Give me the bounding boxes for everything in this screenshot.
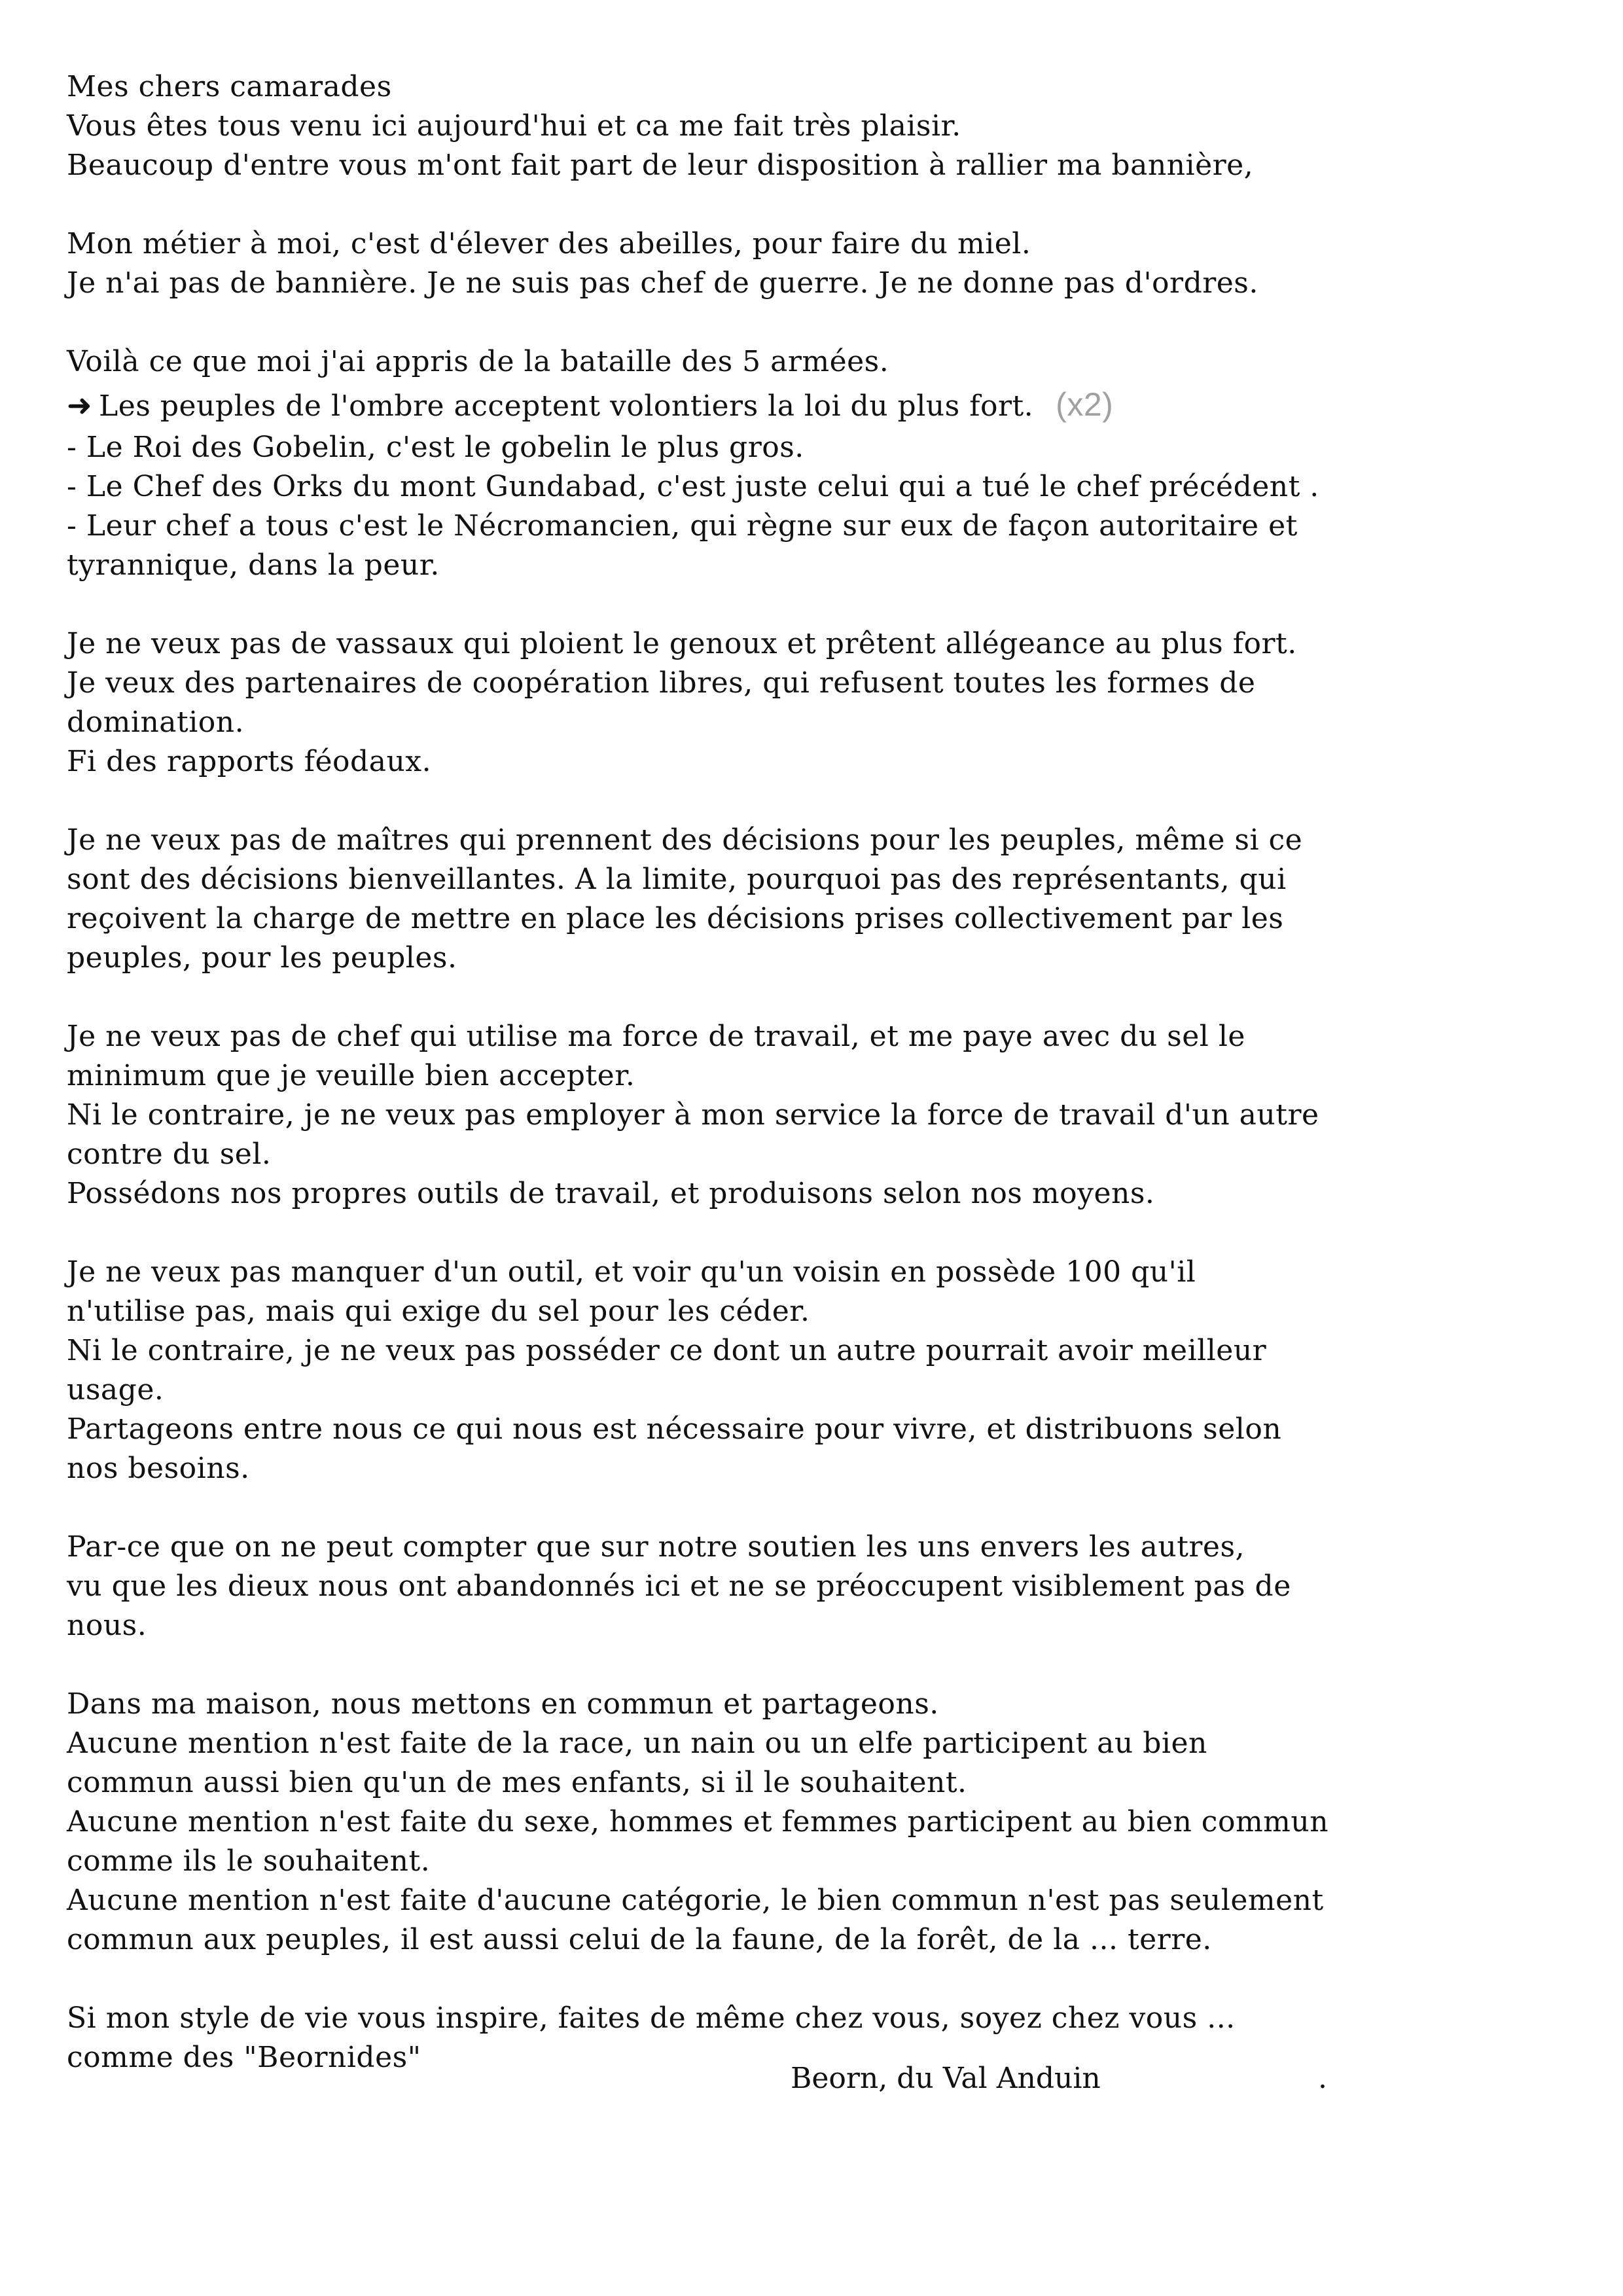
list-item: - Le Roi des Gobelin, c'est le gobelin le plus gros. [67, 431, 804, 464]
paragraph-line: commun aux peuples, il est aussi celui de la faune, de la forêt, de la ... terre. [67, 1923, 1212, 1956]
paragraph-line: sont des décisions bienveillantes. A la limite, pourquoi pas des représentants, qui [67, 863, 1287, 896]
arrow-line-text: Les peuples de l'ombre acceptent volontiers la loi du plus fort. [99, 389, 1034, 423]
paragraph-line: commun aussi bien qu'un de mes enfants, si il le souhaitent. [67, 1766, 967, 1799]
paragraph-line: Je ne veux pas manquer d'un outil, et voir qu'un voisin en possède 100 qu'il [67, 1255, 1196, 1289]
signature-dot: . [1318, 2062, 1327, 2095]
list-item: - Le Chef des Orks du mont Gundabad, c'est juste celui qui a tué le chef précédent . [67, 470, 1319, 503]
paragraph-gap [67, 1213, 1376, 1253]
list-item: - Leur chef a tous c'est le Nécromancien, qui règne sur eux de façon autoritaire et [67, 509, 1298, 543]
repeat-note: (x2) [1056, 386, 1114, 423]
paragraph-gap [67, 781, 1376, 821]
paragraph-line: peuples, pour les peuples. [67, 941, 457, 975]
paragraph-line: Je ne veux pas de chef qui utilise ma force de travail, et me paye avec du sel le [67, 1020, 1245, 1053]
paragraph-line: vu que les dieux nous ont abandonnés ici et ne se préoccupent visiblement pas de [67, 1570, 1291, 1603]
paragraph-line: Ni le contraire, je ne veux pas posséder ce dont un autre pourrait avoir meilleur [67, 1334, 1267, 1367]
paragraph-line: Fi des rapports féodaux. [67, 745, 432, 778]
paragraph-gap [67, 1645, 1376, 1685]
paragraph-line: reçoivent la charge de mettre en place les décisions prises collectivement par les [67, 902, 1284, 935]
arrow-right-icon: ➜ [67, 387, 93, 423]
signature: Beorn, du Val Anduin [791, 2062, 1101, 2095]
paragraph-line: Beaucoup d'entre vous m'ont fait part de leur disposition à rallier ma bannière, [67, 149, 1254, 182]
arrow-line [67, 382, 1376, 428]
paragraph-gap [67, 185, 1376, 224]
paragraph-line: Dans ma maison, nous mettons en commun et partageons. [67, 1687, 939, 1721]
paragraph-line: Si mon style de vie vous inspire, faites de même chez vous, soyez chez vous ... [67, 2001, 1236, 2035]
paragraph-line: minimum que je veuille bien accepter. [67, 1059, 635, 1092]
paragraph-line: Par-ce que on ne peut compter que sur notre soutien les uns envers les autres, [67, 1530, 1245, 1564]
paragraph-gap [67, 585, 1376, 624]
greeting: Mes chers camarades [67, 70, 392, 103]
paragraph-line: Possédons nos propres outils de travail, et produisons selon nos moyens. [67, 1177, 1155, 1210]
paragraph-line: Voilà ce que moi j'ai appris de la bataille des 5 armées. [67, 345, 889, 378]
paragraph-gap [67, 303, 1376, 342]
paragraph-line: Vous êtes tous venu ici aujourd'hui et ca me fait très plaisir. [67, 109, 961, 143]
paragraph-gap [67, 1488, 1376, 1528]
paragraph-line: Ni le contraire, je ne veux pas employer à mon service la force de travail d'un autre [67, 1098, 1319, 1132]
paragraph-line: comme ils le souhaitent. [67, 1844, 431, 1878]
paragraph-line: nous. [67, 1609, 147, 1642]
paragraph-line: Mon métier à moi, c'est d'élever des abeilles, pour faire du miel. [67, 227, 1031, 260]
paragraph-line: usage. [67, 1373, 164, 1407]
letter-body [67, 67, 1376, 2077]
paragraph-line: Je veux des partenaires de coopération libres, qui refusent toutes les formes de [67, 666, 1256, 700]
paragraph-line: contre du sel. [67, 1138, 272, 1171]
paragraph-line: Je ne veux pas de maîtres qui prennent des décisions pour les peuples, même si ce [67, 823, 1303, 857]
paragraph-line: Aucune mention n'est faite du sexe, hommes et femmes participent au bien commun [67, 1805, 1329, 1839]
paragraph-line: Je ne veux pas de vassaux qui ploient le genoux et prêtent allégeance au plus fort. [67, 627, 1297, 660]
paragraph-line: n'utilise pas, mais qui exige du sel pour les céder. [67, 1295, 810, 1328]
paragraph-line: comme des "Beornides" [67, 2041, 421, 2074]
list-item: tyrannique, dans la peur. [67, 548, 440, 582]
paragraph-line: domination. [67, 706, 245, 739]
paragraph-line: Partageons entre nous ce qui nous est nécessaire pour vivre, et distribuons selon [67, 1412, 1282, 1446]
paragraph-line: Je n'ai pas de bannière. Je ne suis pas chef de guerre. Je ne donne pas d'ordres. [67, 266, 1258, 300]
paragraph-gap [67, 978, 1376, 1017]
paragraph-line: Aucune mention n'est faite d'aucune catégorie, le bien commun n'est pas seulement [67, 1884, 1324, 1917]
paragraph-line: nos besoins. [67, 1452, 250, 1485]
paragraph-gap [67, 1960, 1376, 1999]
paragraph-line: Aucune mention n'est faite de la race, un nain ou un elfe participent au bien [67, 1727, 1207, 1760]
